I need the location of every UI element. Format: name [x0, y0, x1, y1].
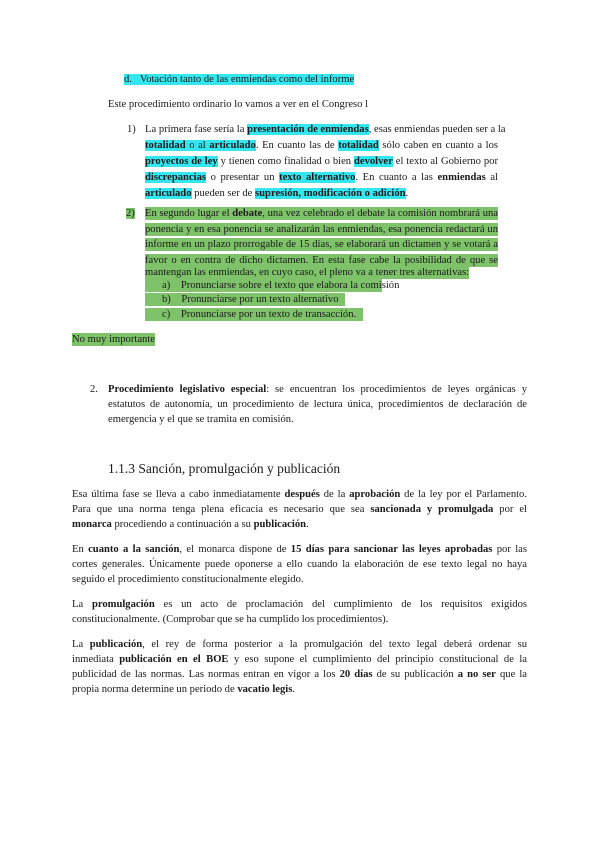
p2-line3: seguido el procedimiento constitucionalmente elegido. [72, 574, 304, 585]
item3-line3: emergencia y el que se tramita en comisión. [108, 414, 294, 425]
item1-line2: totalidad o al articulado. En cuanto las de totalidad sólo caben en cuanto a los [145, 140, 498, 151]
p4-line3: publicidad de las normas. Las normas entran en vigor a los 20 días de su publicación a no ser que la [72, 669, 527, 680]
p2-line2: cortes generales. Únicamente puede oponerse a ello cuando la elaboración de ese texto legal no haya [72, 559, 527, 570]
p4-line4: propia norma determine un periodo de vacatio legis. [72, 684, 296, 695]
subitem-c: c) Pronunciarse por un texto de transacción. [145, 308, 363, 321]
p1-line2: Para que una norma tenga plena eficacia es necesario que sea sancionada y promulgada por el [72, 504, 527, 515]
item3-marker: 2. [90, 384, 98, 395]
intro-line: Este procedimiento ordinario lo vamos a ver en el Congreso l [108, 99, 369, 110]
item2-line1: En segundo lugar el debate, una vez celebrado el debate la comisión nombrará una [145, 208, 498, 219]
subitem-b: b) Pronunciarse por un texto alternativo [145, 293, 345, 306]
p3-line2: constitucionalmente. (Comprobar que se ha cumplido los procedimientos). [72, 614, 389, 625]
item1-line1: La primera fase sería la presentación de enmiendas, esas enmiendas pueden ser a la [145, 124, 506, 135]
item3-line1: Procedimiento legislativo especial: se encuentran los procedimientos de leyes orgánicas y [108, 384, 527, 395]
p4-line2: inmediata publicación en el BOE y eso supone el cumplimiento del principio constitucional de la [72, 654, 528, 665]
p3-line1: La promulgación es un acto de proclamación del cumplimiento de los requisitos exigidos [72, 599, 527, 610]
note-text: No muy importante [72, 334, 155, 345]
item2-line3: informe en un plazo prorrogable de 15 días, se elaborará un dictamen y se votará a [145, 239, 498, 250]
item2-marker: 2) [126, 208, 135, 219]
item2-line5: mantengan las enmiendas, en cuyo caso, el pleno va a tener tres alternativas: [145, 267, 470, 278]
subitem-a: a) Pronunciarse sobre el texto que elabora la comisión [145, 279, 382, 292]
list-item-d [124, 73, 354, 86]
p2-line1: En cuanto a la sanción, el monarca dispone de 15 días para sancionar las leyes aprobadas por las [72, 544, 527, 555]
p4-line1: La publicación, el rey de forma posterior a la promulgación del texto legal deberá ordenar su [72, 639, 527, 650]
item1-line4: discrepancias o presentar un texto alternativo. En cuanto a las enmiendas al [145, 172, 498, 183]
p1-line3: monarca procediendo a continuación a su publicación. [72, 519, 309, 530]
item1-marker: 1) [127, 124, 136, 135]
item1-line5: articulado pueden ser de supresión, modificación o adición. [145, 188, 409, 199]
item3-line2: estatutos de autonomía, un procedimiento de lectura única, procedimientos de declaración de [108, 399, 527, 410]
item2-line4: favor o en contra de dicho dictamen. En esta fase cabe la posibilidad de que se [145, 255, 498, 266]
p1-line1: Esa última fase se lleva a cabo inmediatamente después de la aprobación de la ley por el Parlamento. [72, 489, 528, 500]
section-heading: 1.1.3 Sanción, promulgación y publicación [108, 461, 341, 476]
list-item-d-text: d. Votación tanto de las enmiendas como del informe [124, 74, 355, 85]
item2-line2: ponencia y en esa ponencia se analizarán las enmiendas, esa ponencia redactará un [145, 224, 498, 235]
item1-line3: proyectos de ley y tienen como finalidad o bien devolver el texto al Gobierno por [145, 156, 498, 167]
